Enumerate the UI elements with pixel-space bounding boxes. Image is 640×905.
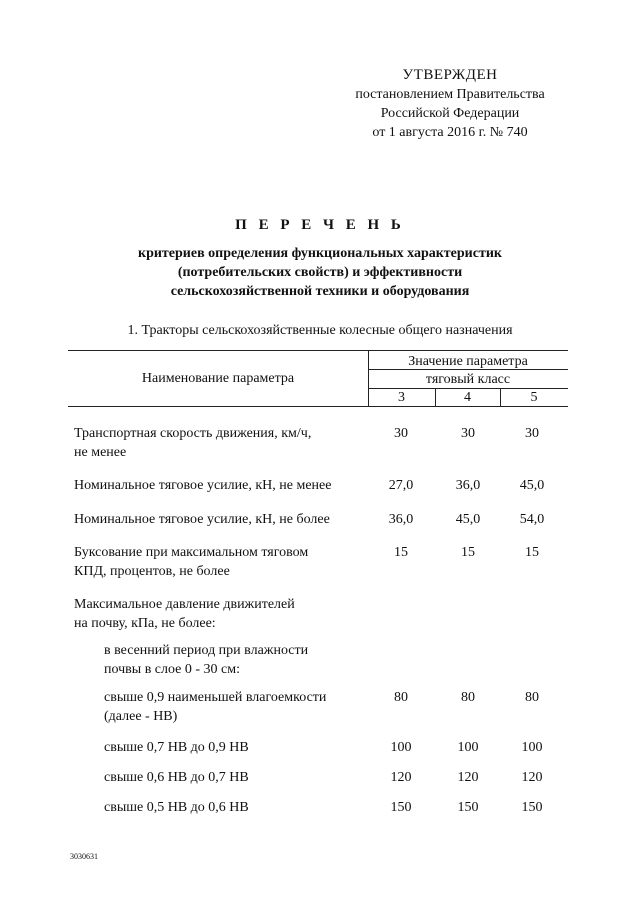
param-line: свыше 0,9 наименьшей влагоемкости: [104, 690, 327, 705]
value-class-3: 15: [394, 545, 408, 560]
value-class-3: 30: [394, 426, 408, 441]
param-line: не менее: [74, 445, 127, 460]
document-title: П Е Р Е Ч Е Н Ь: [235, 217, 405, 233]
param-line: свыше 0,7 НВ до 0,9 НВ: [104, 740, 249, 755]
subtitle-line-1: критериев определения функциональных характеристик: [138, 246, 502, 261]
subtitle-line-3: сельскохозяйственной техники и оборудования: [170, 284, 470, 299]
value-class-3: 120: [390, 770, 412, 785]
table-row-param: [74, 476, 364, 495]
param-line: (далее - НВ): [104, 709, 178, 724]
table-row-param: [104, 798, 364, 817]
column-header-parameter: Наименование параметра: [141, 371, 295, 386]
value-class-3: 27,0: [388, 478, 414, 493]
param-line: свыше 0,5 НВ до 0,6 НВ: [104, 800, 249, 815]
value-class-5: 100: [521, 740, 543, 755]
table-row-param: [74, 510, 364, 529]
value-class-5: 120: [521, 770, 543, 785]
value-class-4: 30: [461, 426, 475, 441]
table-row-param: [74, 543, 364, 581]
value-class-4: 45,0: [455, 512, 481, 527]
table-row-param: [74, 424, 364, 462]
section-title: 1. Тракторы сельскохозяйственные колесные общего назначения: [127, 323, 513, 338]
approval-block: [330, 66, 570, 142]
document-code: 3030631: [70, 852, 98, 861]
approval-line-1: постановлением Правительства: [355, 87, 545, 102]
column-header-class: тяговый класс: [425, 372, 511, 387]
document-subtitle: [60, 244, 580, 301]
table-row-param: [104, 768, 364, 787]
param-line: свыше 0,6 НВ до 0,7 НВ: [104, 770, 249, 785]
value-class-5: 15: [525, 545, 539, 560]
approval-line-2: Российской Федерации: [380, 106, 520, 121]
value-class-3: 150: [390, 800, 412, 815]
value-class-5: 30: [525, 426, 539, 441]
table-row-param: [74, 595, 364, 633]
value-class-4: 120: [457, 770, 479, 785]
value-class-4: 80: [461, 690, 475, 705]
param-line: Номинальное тяговое усилие, кН, не менее: [74, 478, 332, 493]
value-class-3: 36,0: [388, 512, 414, 527]
param-line: Максимальное давление движителей: [74, 597, 295, 612]
column-header-value: Значение параметра: [408, 354, 528, 369]
table-row-param: [104, 641, 364, 679]
table-row-param: [104, 738, 364, 757]
value-class-4: 36,0: [455, 478, 481, 493]
approval-title: УТВЕРЖДЕН: [402, 67, 498, 83]
table-row-param: [104, 688, 364, 726]
value-class-5: 54,0: [519, 512, 545, 527]
value-class-4: 15: [461, 545, 475, 560]
value-class-5: 80: [525, 690, 539, 705]
approval-line-3: от 1 августа 2016 г. № 740: [372, 125, 528, 140]
param-line: Номинальное тяговое усилие, кН, не более: [74, 512, 330, 527]
param-line: в весенний период при влажности: [104, 643, 309, 658]
param-line: Транспортная скорость движения, км/ч,: [74, 426, 312, 441]
param-line: КПД, процентов, не более: [74, 564, 230, 579]
value-class-3: 100: [390, 740, 412, 755]
class-3-header: 3: [398, 390, 405, 405]
param-line: почвы в слое 0 - 30 см:: [104, 662, 241, 677]
value-class-5: 45,0: [519, 478, 545, 493]
value-class-3: 80: [394, 690, 408, 705]
param-line: Буксование при максимальном тяговом: [74, 545, 309, 560]
class-5-header: 5: [530, 390, 538, 405]
value-class-4: 150: [457, 800, 479, 815]
param-line: на почву, кПа, не более:: [74, 616, 216, 631]
subtitle-line-2: (потребительских свойств) и эффективности: [177, 265, 463, 280]
table-top-rule: [68, 350, 568, 351]
class-4-header: 4: [464, 390, 471, 405]
value-class-5: 150: [521, 800, 543, 815]
value-class-4: 100: [457, 740, 479, 755]
